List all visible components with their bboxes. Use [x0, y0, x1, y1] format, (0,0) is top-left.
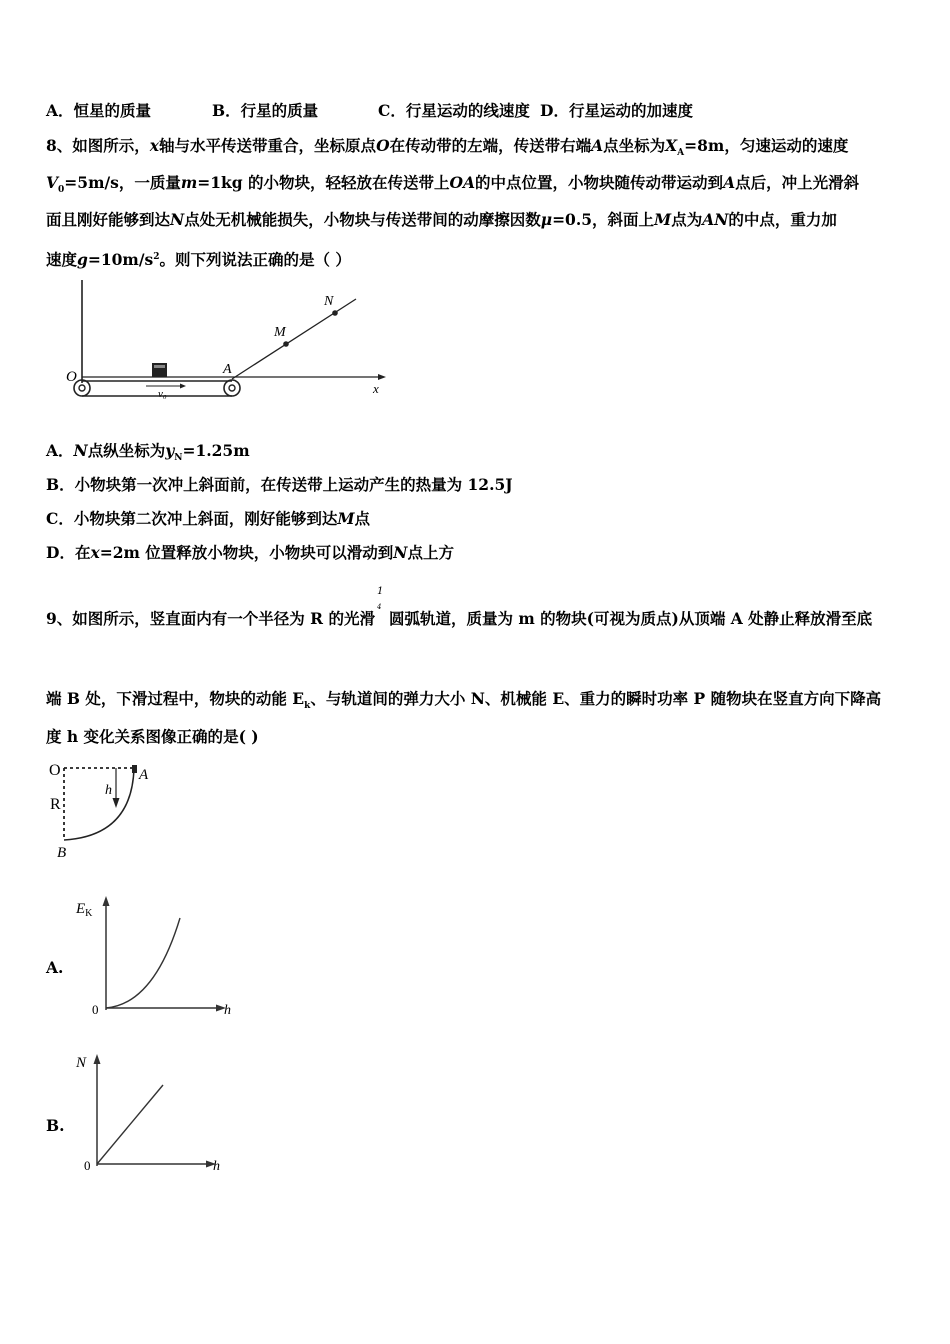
q8-x-axis-arrow — [378, 374, 386, 380]
q8-option-c: C．小物块第二次冲上斜面，刚好能够到达M点 — [46, 509, 371, 528]
q8-point-m — [283, 341, 289, 347]
q9-label-o: O — [49, 762, 61, 779]
q9-stem-line-3: 度 h 变化关系图像正确的是( ) — [46, 727, 259, 746]
q9-stem-line-2: 端 B 处，下滑过程中，物块的动能 $E_k$、与轨道间的弹力大小 N、机械能 E、重力的瞬时功率 P 随物块在竖直方向下降高 — [46, 689, 882, 712]
q8-label-m: M — [274, 325, 286, 340]
q9-quarter-fraction: 1 4 — [376, 586, 384, 611]
q8-stem-line-3: 面且刚好能够到达N点处无机械能损失，小物块与传送带间的动摩擦因数μ=0.5，斜面上M点为AN的中点，重力加 — [46, 210, 837, 229]
q9b-origin: 0 — [84, 1158, 91, 1173]
q8-right-roller — [224, 380, 240, 396]
q9a-ylabel: $E_K$ — [76, 901, 93, 919]
q9a-xlabel: h — [224, 1003, 231, 1018]
q8-label-o: O — [66, 369, 77, 385]
q8-label-x: x — [373, 381, 379, 396]
q9b-xlabel: h — [213, 1159, 220, 1174]
q9-option-a-graph — [72, 892, 242, 1022]
q9-option-a-label: A. — [46, 958, 64, 977]
q9a-origin: 0 — [92, 1002, 99, 1017]
q8-v0-label: v₀ — [158, 388, 167, 400]
q7-option-b: B．行星的质量 — [212, 101, 319, 120]
q7-option-d: D．行星运动的加速度 — [540, 101, 693, 120]
q9-stem-line-1: 9、如图所示，竖直面内有一个半径为 R 的光滑 1 4 圆弧轨道，质量为 m 的物块(可视为质点)从顶端 A 处静止释放滑至底 — [46, 586, 873, 628]
q8-label-n: N — [324, 294, 334, 309]
q9b-ylabel: N — [76, 1055, 87, 1071]
q9a-ek-curve — [106, 918, 180, 1008]
q9-label-b: B — [57, 845, 67, 861]
q8-stem-line-2: $V_0=5m/s$，一质量m=1kg 的小物块，轻轻放在传送带上OA的中点位置，小物块随传动带运动到A点后，冲上光滑斜 — [46, 173, 860, 196]
q9-label-r: R — [50, 796, 61, 813]
q8-option-a: A．N点纵坐标为$y_N=1.25m$ — [46, 441, 250, 464]
q8-stem-line-4: 速度$g=10m/s^2$。则下列说法正确的是（ ） — [46, 250, 351, 270]
q9-option-b-label: B. — [46, 1116, 65, 1135]
q8-label-a: A — [223, 362, 232, 377]
q9b-n-line — [97, 1085, 163, 1164]
q8-option-b: B．小物块第一次冲上斜面前，在传送带上运动产生的热量为 12.5J — [46, 475, 513, 494]
q7-option-c: C．行星运动的线速度 — [378, 101, 530, 120]
q8-point-n — [332, 310, 338, 316]
q8-conveyor-figure — [60, 275, 390, 405]
q7-option-a: A．恒星的质量 — [46, 101, 152, 120]
q9-option-b-graph — [74, 1048, 234, 1178]
q9-label-h: h — [105, 783, 112, 798]
q9-block — [132, 765, 137, 773]
q9-arc-track — [64, 768, 134, 840]
q8-stem-line-1: 8、如图所示，x轴与水平传送带重合，坐标原点O在传动带的左端，传送带右端A点坐标为$X_A=8m$，匀速运动的速度 — [46, 136, 849, 159]
q9-label-a: A — [139, 767, 149, 783]
q9-track-figure — [46, 756, 166, 864]
q8-option-d: D．在x=2m 位置释放小物块，小物块可以滑动到N点上方 — [46, 543, 454, 562]
q8-incline — [232, 299, 356, 379]
